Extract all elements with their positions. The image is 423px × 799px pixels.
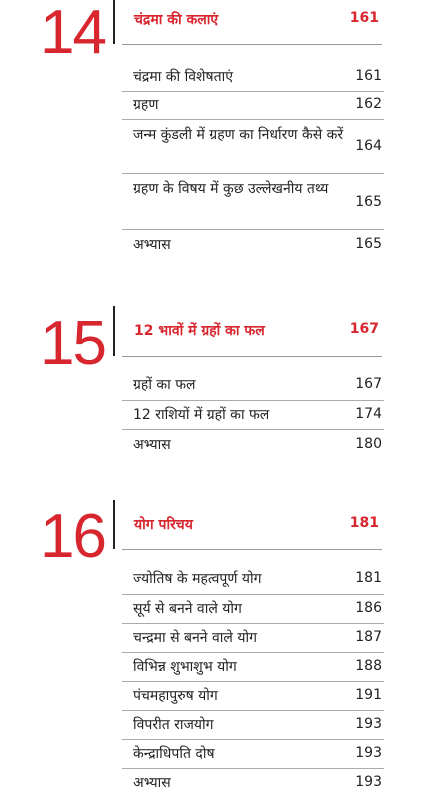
entry-page: 193 (355, 716, 382, 732)
entry-title: ग्रहण के विषय में कुछ उल्लेखनीय तथ्य (133, 181, 329, 197)
chapter-divider (113, 500, 115, 549)
toc-entry[interactable] (122, 174, 384, 230)
entry-title: केन्द्राधिपति दोष (133, 746, 215, 762)
entry-page: 180 (355, 436, 382, 452)
toc-entry[interactable] (122, 430, 384, 460)
toc-entry[interactable] (122, 595, 384, 624)
entry-title: पंचमहापुरुष योग (133, 688, 218, 704)
entry-page: 161 (355, 68, 382, 84)
entry-page: 181 (355, 570, 382, 586)
chapter-title[interactable]: 12 भावों में ग्रहों का फल (134, 323, 265, 339)
chapter-title[interactable]: योग परिचय (134, 517, 193, 533)
entry-page: 193 (355, 774, 382, 790)
entry-page: 174 (355, 406, 382, 422)
chapter-page: 181 (349, 515, 379, 531)
toc-entry[interactable] (122, 653, 384, 682)
chapter-rule (122, 356, 382, 357)
entry-page: 188 (355, 658, 382, 674)
entry-title: ग्रहों का फल (133, 377, 196, 393)
entry-title: चन्द्रमा से बनने वाले योग (133, 630, 257, 646)
entry-page: 167 (355, 376, 382, 392)
entry-page: 187 (355, 629, 382, 645)
toc-entry[interactable] (122, 372, 384, 401)
entry-title: 12 राशियों में ग्रहों का फल (133, 407, 270, 423)
entry-title: सूर्य से बनने वाले योग (133, 601, 242, 617)
toc-entry[interactable] (122, 711, 384, 740)
entry-title: विभिन्न शुभाशुभ योग (133, 659, 237, 675)
chapter-page: 167 (349, 321, 379, 337)
entry-page: 191 (355, 687, 382, 703)
entry-page: 165 (355, 194, 382, 210)
toc-entry[interactable] (122, 401, 384, 430)
toc-entry[interactable] (122, 64, 384, 92)
toc-entry[interactable] (122, 92, 384, 120)
toc-entry[interactable] (122, 230, 384, 260)
chapter-rule (122, 44, 382, 45)
chapter-number: 16 (40, 502, 105, 571)
entry-title: विपरीत राजयोग (133, 717, 214, 733)
entry-page: 193 (355, 745, 382, 761)
entry-title: चंद्रमा की विशेषताएं (133, 69, 233, 85)
toc-entry[interactable] (122, 624, 384, 653)
chapter-number: 14 (40, 0, 105, 67)
chapter-number: 15 (40, 309, 105, 378)
chapter-title[interactable]: चंद्रमा की कलाएं (134, 12, 219, 28)
entry-title: ग्रहण (133, 97, 159, 113)
entry-title: अभ्यास (133, 437, 171, 453)
entry-title: ज्योतिष के महत्वपूर्ण योग (133, 571, 262, 587)
toc-entry[interactable] (122, 566, 384, 595)
chapter-rule (122, 549, 382, 550)
entry-title: अभ्यास (133, 775, 171, 791)
toc-entry[interactable] (122, 769, 384, 798)
entry-page: 186 (355, 600, 382, 616)
chapter-divider (113, 0, 115, 44)
toc-entry[interactable] (122, 740, 384, 769)
entry-title: जन्म कुंडली में ग्रहण का निर्धारण कैसे करें (133, 127, 344, 143)
toc-entry[interactable] (122, 682, 384, 711)
chapter-divider (113, 306, 115, 356)
entry-page: 162 (355, 96, 382, 112)
entry-page: 164 (355, 138, 382, 154)
entry-page: 165 (355, 236, 382, 252)
entry-title: अभ्यास (133, 237, 171, 253)
chapter-page: 161 (349, 10, 379, 26)
toc-entry[interactable] (122, 120, 384, 174)
